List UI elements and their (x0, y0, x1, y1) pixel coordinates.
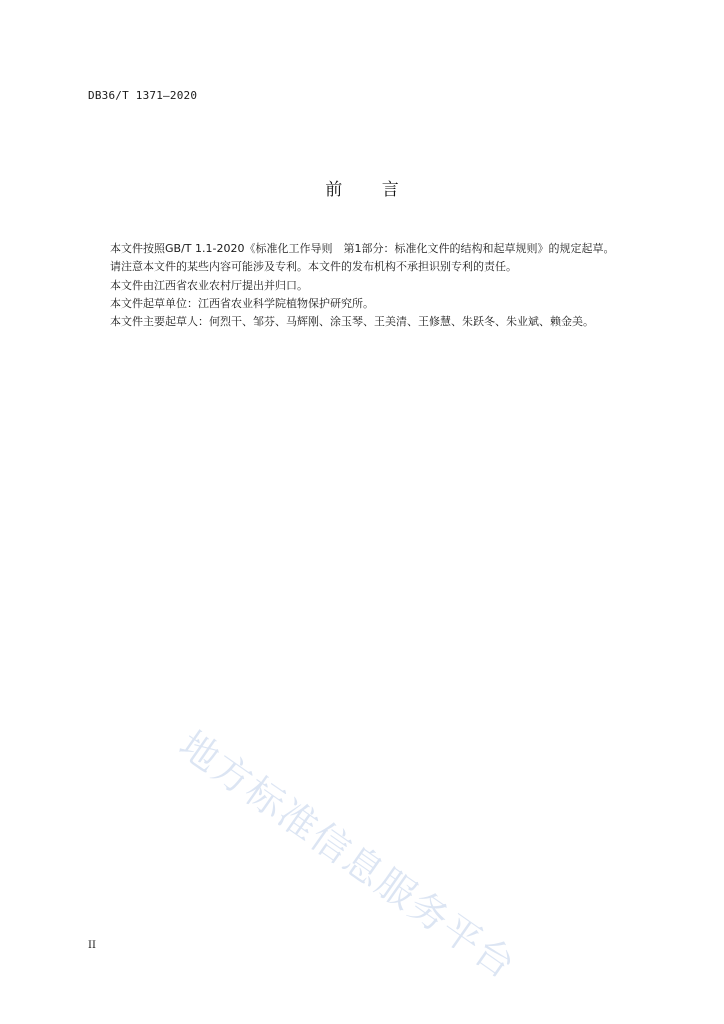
paragraph-drafting-basis: 本文件按照GB/T 1.1-2020《标准化工作导则 第1部分：标准化文件的结构和起草规则》的规定起草。 (110, 242, 615, 255)
foreword-body (88, 240, 660, 331)
paragraph-patent-notice: 请注意本文件的某些内容可能涉及专利。本文件的发布机构不承担识别专利的责任。 (110, 260, 517, 274)
paragraph-proposer: 本文件由江西省农业农村厅提出并归口。 (110, 278, 308, 292)
page-title: 前 言 (325, 180, 399, 200)
watermark: 地方标准信息服务平台 (171, 722, 525, 988)
standard-code-header: DB36/T 1371—2020 (88, 89, 198, 102)
page-number: II (88, 940, 96, 951)
paragraph-drafters: 本文件主要起草人：何烈干、邹芬、马辉刚、涂玉琴、王美清、王修慧、朱跃冬、朱业斌、赖金美。 (110, 315, 594, 329)
paragraph-drafting-unit: 本文件起草单位：江西省农业科学院植物保护研究所。 (110, 296, 374, 310)
